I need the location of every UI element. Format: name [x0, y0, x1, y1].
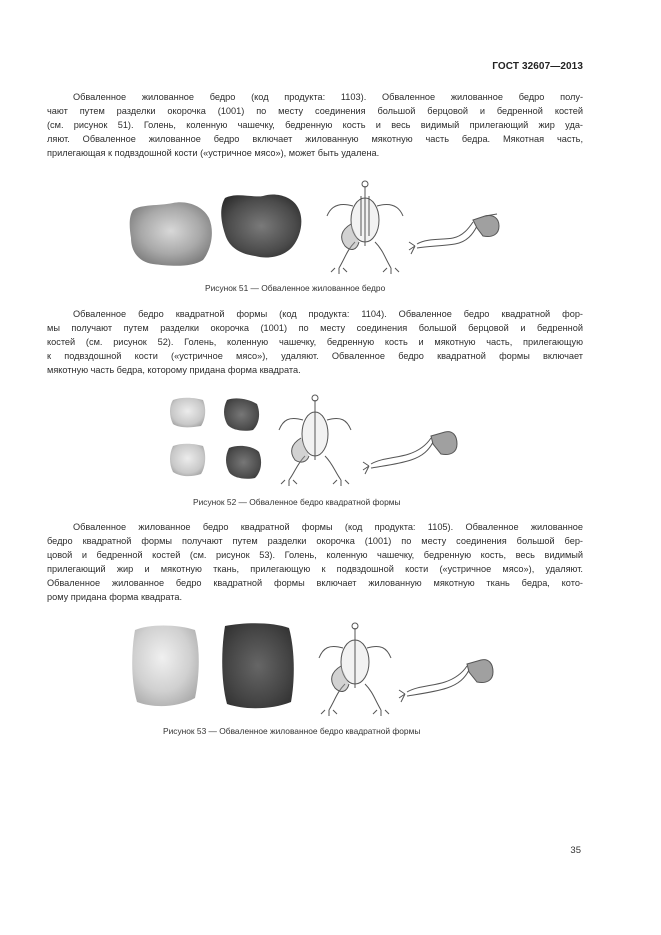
meat-photo-dark [222, 623, 294, 708]
caption-52: Рисунок 52 — Обваленное бедро квадратной формы [193, 497, 401, 507]
chicken-leg-diagram [363, 432, 457, 474]
text-line: Обваленное жилованное бедро квадратной формы включает жилованную мякотную ткань бедра, кото- [47, 578, 583, 589]
caption-53: Рисунок 53 — Обваленное жилованное бедро квадратной формы [163, 726, 421, 736]
chicken-skeleton-diagram [327, 181, 403, 274]
chicken-leg-diagram [409, 214, 499, 254]
paragraph-1104 [47, 307, 583, 377]
chicken-skeleton-diagram [319, 623, 391, 716]
text-line: прилегающий жир и мякотную ткань, прилегающую к подвздошной кости («устричное мясо»), удаляют. [47, 564, 583, 575]
figure-53 [125, 616, 525, 716]
chicken-skeleton-diagram [279, 395, 351, 486]
text-line: мы получают путем разделки окорочка (1001) по месту соединения большой берцовой и бедренной [47, 323, 583, 334]
text-line: Обваленное жилованное бедро (код продукта: 1103). Обваленное жилованное бедро полу- [73, 92, 583, 102]
meat-photo-dark [226, 446, 261, 479]
text-line: чают путем разделки окорочка (1001) по месту соединения большой берцовой и бедренной костей [47, 106, 583, 117]
meat-photo-light [170, 398, 205, 428]
text-line: Обваленное жилованное бедро квадратной формы (код продукта: 1105). Обваленное жилованное [73, 522, 583, 532]
text-line: прилегающая к подвздошной кости («устричное мясо»), может быть удалена. [47, 148, 380, 159]
meat-photo-light [132, 626, 199, 707]
figure-52 [165, 388, 465, 488]
text-line: мякотную часть бедра, которому придана форма квадрата. [47, 365, 301, 376]
text-line: рому придана форма квадрата. [47, 592, 183, 603]
text-line: к подвздошной кости («устричное мясо»), удаляют. Обваленное бедро квадратной формы включает [47, 351, 583, 362]
text-line: костей (см. рисунок 52). Голень, коленную чашечку, бедренную кость и мякотную часть, прилегающую [47, 337, 583, 348]
paragraph-1103 [47, 90, 583, 160]
caption-51: Рисунок 51 — Обваленное жилованное бедро [205, 283, 386, 293]
text-line: (см. рисунок 51). Голень, коленную чашечку, бедренную кость и весь видимый прилегающий жир уда- [47, 120, 583, 131]
paragraph-1105 [47, 520, 583, 605]
meat-photo-dark [221, 194, 301, 257]
text-line: ляют. Обваленное жилованное бедро включает жилованную мякотную часть бедра. Мякотная часть, [47, 134, 583, 145]
text-line: цовой и бедренной костей (см. рисунок 53). Голень, коленную чашечку, бедренную кость, весь видимый [47, 550, 583, 561]
figure-51 [125, 176, 525, 276]
meat-photo-light [170, 444, 205, 476]
meat-photo-dark [224, 398, 259, 430]
chicken-leg-diagram [399, 660, 493, 702]
text-line: Обваленное бедро квадратной формы (код продукта: 1104). Обваленное бедро квадратной фор- [73, 309, 583, 319]
standard-header: ГОСТ 32607—2013 [492, 61, 583, 72]
text-line: бедро квадратной формы получают путем разделки окорочка (1001) по месту соединения большой бер- [47, 536, 583, 547]
page-number: 35 [570, 845, 581, 856]
meat-photo-light [130, 202, 212, 266]
